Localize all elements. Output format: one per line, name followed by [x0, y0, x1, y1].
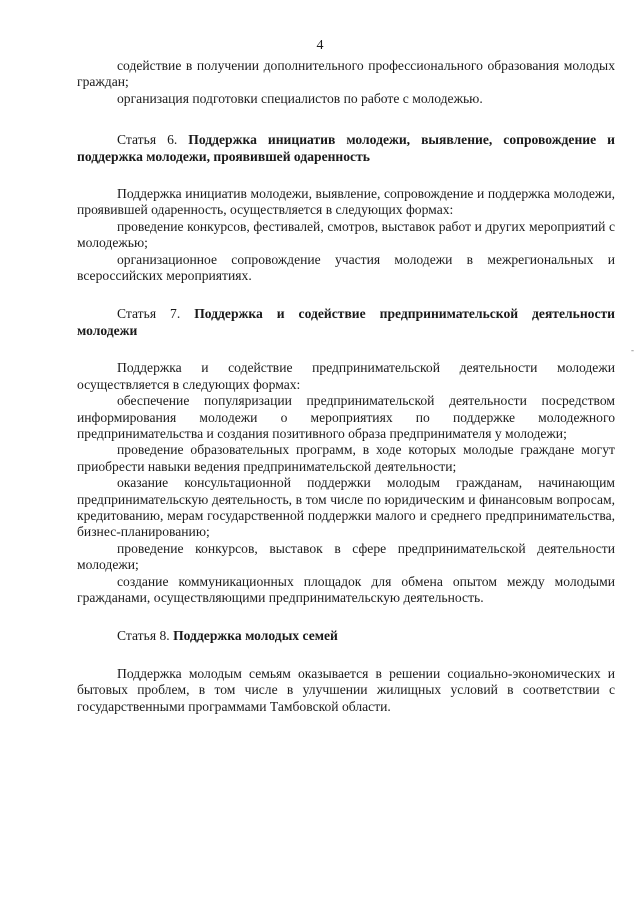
article-paragraph: Поддержка и содействие предпринимательской деятельности молодежи осуществляется в следующих формах: [77, 360, 615, 392]
article-paragraph: обеспечение популяризации предпринимательской деятельности посредством информирования молодежи о мероприятиях по поддержке молодежного предпринимательства и создания позитивного образа предпринимателя у молодежи; [77, 393, 615, 441]
intro-item: организация подготовки специалистов по работе с молодежью. [117, 90, 483, 106]
article-7-heading [77, 306, 615, 339]
article-6-heading [77, 132, 615, 165]
intro-item: содействие в получении дополнительного профессионального образования молодых граждан; [77, 58, 615, 90]
article-paragraph: проведение образовательных программ, в ходе которых молодые граждане могут приобрести навыки ведения предпринимательской деятельности; [77, 442, 615, 474]
article-8-heading [77, 628, 615, 644]
article-paragraph: Поддержка инициатив молодежи, выявление, сопровождение и поддержка молодежи, проявившей одаренность, осуществляется в следующих формах: [77, 186, 615, 218]
article-paragraph: создание коммуникационных площадок для обмена опытом между молодыми гражданами, осуществляющими предпринимательскую деятельность. [77, 573, 615, 605]
article-paragraph: Поддержка молодым семьям оказывается в решении социально-экономических и бытовых проблем, в том числе в улучшении жилищных условий в соответствии с государственными программами Тамбовской области. [77, 665, 615, 714]
article-number: Статья 8. [117, 628, 170, 644]
margin-mark: ‐ [631, 345, 634, 355]
document-body [77, 58, 615, 715]
page-number: 4 [316, 38, 324, 53]
article-title: Поддержка инициатив молодежи, выявление, сопровождение и поддержка молодежи, проявившей одаренность [77, 132, 615, 164]
article-title: Поддержка молодых семей [173, 628, 338, 644]
article-paragraph: оказание консультационной поддержки молодым гражданам, начинающим предпринимательскую деятельность, в том числе по юридическим и финансовым вопросам, кредитованию, мерам государственной поддержки малого и среднего предпринимательства, бизнес-планированию; [77, 475, 615, 540]
article-number: Статья 7. [117, 306, 181, 322]
article-number: Статья 6. [117, 132, 178, 148]
article-title: Поддержка и содействие предпринимательской деятельности молодежи [77, 306, 616, 338]
article-paragraph: проведение конкурсов, фестивалей, смотров, выставок работ и других мероприятий с молодежью; [77, 218, 615, 251]
article-paragraph: проведение конкурсов, выставок в сфере предпринимательской деятельности молодежи; [77, 540, 615, 573]
article-paragraph: организационное сопровождение участия молодежи в межрегиональных и всероссийских мероприятиях. [77, 251, 615, 284]
